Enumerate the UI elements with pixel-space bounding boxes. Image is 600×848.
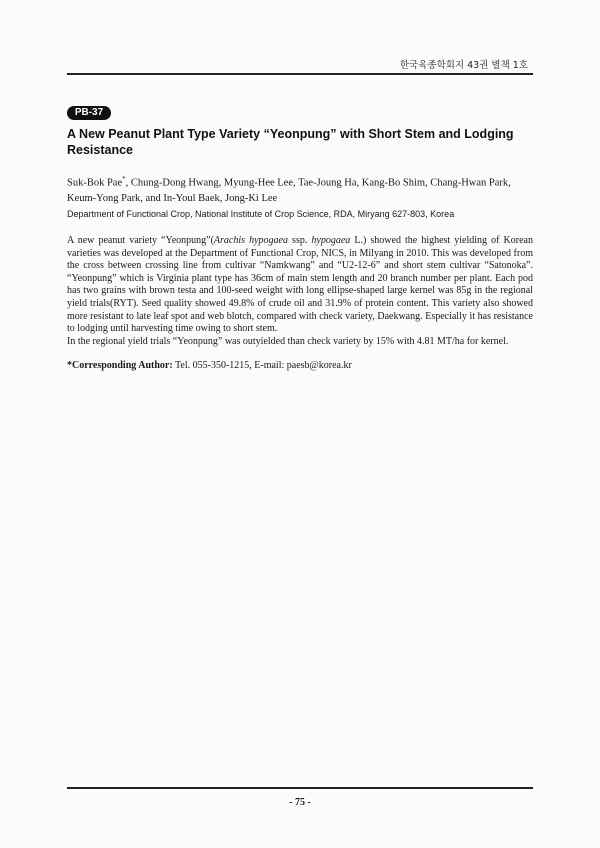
corresponding-label: *Corresponding Author:: [67, 360, 173, 371]
abstract-id-badge: PB-37: [67, 106, 111, 120]
first-author: Suk-Bok Pae: [67, 177, 123, 189]
abstract-body: [67, 235, 533, 348]
affiliation: Department of Functional Crop, National Institute of Crop Science, RDA, Miryang 627-803, Korea: [67, 209, 455, 219]
running-head: 한국육종학회지 43권 별책 1호: [399, 60, 528, 71]
abstract-paragraph-1: [67, 235, 533, 336]
abstract-paragraph-2: In the regional yield trials “Yeonpung” was outyielded than check variety by 15% with 4.81 MT/ha for kernel.: [67, 335, 509, 347]
ssp-label: ssp.: [287, 235, 312, 246]
header-rule: [67, 73, 533, 75]
subspecies-name: hypogaea: [311, 235, 351, 246]
corresponding-mark: *: [122, 175, 126, 183]
other-authors: , Chung-Dong Hwang, Myung-Hee Lee, Tae-Joung Ha, Kang-Bo Shim, Chang-Hwan Park, Keum-Yong Park, and In-Youl Baek, Jong-Ki Lee: [67, 177, 511, 204]
corresponding-author: [67, 359, 537, 372]
abstract-main-text: L.) showed the highest yielding of Korean varieties was developed at the Department of Functional Crop, NICS, in Milyang in 2010. This was developed from the cross between crossing line from cultivar “Namkwang” and “U2-12-6” and short stem cultivar “Satonoka”. “Yeonpung” which is Virginia plant type has 36cm of main stem length and 20 branch number per plant. Each pod has two grains with brown testa and 100-seed weight with long ellipse-shaped large kernel was 85g in the regional yield trials(RYT). Seed quality showed 49.8% of crude oil and 31.9% of protein content. This variety also showed more resistant to late leaf spot and web blotch, compared with check variety, Daekwang. Especially it has resistance to lodging until harvesting time owing to short stem.: [67, 235, 533, 335]
abstract-lead: A new peanut variety “Yeonpung”(: [67, 235, 214, 246]
corresponding-details: Tel. 055-350-1215, E-mail: paesb@korea.kr: [172, 360, 352, 371]
paper-title: A New Peanut Plant Type Variety “Yeonpung” with Short Stem and Lodging Resistance: [67, 127, 514, 157]
page-number: - 75 -: [289, 797, 311, 808]
species-genus: Arachis hypogaea: [213, 235, 288, 246]
author-list: [67, 172, 537, 207]
footer-rule: [67, 787, 533, 789]
